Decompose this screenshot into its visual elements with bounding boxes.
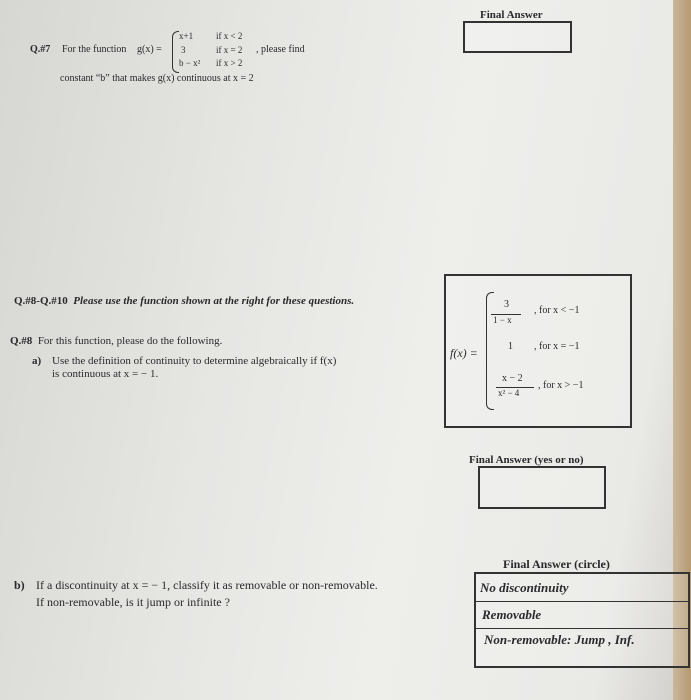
q8b-line1: If a discontinuity at x = − 1, classify it as removable or non-removable. [36,578,378,592]
q8a-label: a) [32,355,42,367]
q7-case2-cond: if x = 2 [216,45,243,55]
q8b-final-answer-label: Final Answer (circle) [503,557,610,571]
q7-func-name: g(x) = [137,44,162,55]
fx-piece1-den: 1 − x [493,315,512,325]
q7-brace [172,31,179,73]
q7-label: Q.#7 [30,44,51,55]
q7-tail: , please find [256,44,305,55]
q8b-line2: If non-removable, is it jump or infinite ? [36,595,230,609]
fx-piece2-expr: 1 [508,341,513,352]
q8a-line2: is continuous at x = − 1. [52,368,159,380]
q8b-choices-box [474,572,690,668]
q8a-line1: Use the definition of continuity to determine algebraically if f(x) [52,355,337,367]
fx-func-name: f(x) = [450,346,478,360]
q7-case2-expr: 3 [181,45,186,55]
q7-case3-cond: if x > 2 [216,58,243,68]
q7-case1-expr: x+1 [179,31,194,41]
q7-line2: constant “b” that makes g(x) continuous at x = 2 [60,73,254,84]
q7-case3-expr: b − x² [179,58,201,68]
choice-removable[interactable]: Removable [482,607,542,622]
fx-brace [486,292,494,410]
q7-intro: For the function [62,44,127,55]
choices-divider-1 [476,601,688,602]
function-definition-box [444,274,632,428]
choices-divider-2 [476,628,688,629]
fx-piece3-num: x − 2 [502,373,523,384]
choice-non-removable[interactable]: Non-removable: Jump , Inf. [484,632,635,647]
q8a-final-answer-label: Final Answer (yes or no) [469,454,584,466]
q8a-answer-box[interactable] [478,466,606,509]
choice-no-discontinuity[interactable]: No discontinuity [480,580,569,595]
fx-piece1-cond: , for x < −1 [534,305,580,316]
q7-case1-cond: if x < 2 [216,31,243,41]
fx-piece1-num: 3 [504,299,509,310]
fx-piece3-den: x² − 4 [498,388,520,398]
q8-10-header: Q.#8-Q.#10 Please use the function shown at the right for these questions. [14,295,355,307]
q8b-label: b) [14,578,25,592]
fx-piece2-cond: , for x = −1 [534,341,580,352]
q7-answer-box[interactable] [463,21,572,53]
q8-heading: Q.#8 For this function, please do the following. [10,335,223,347]
fx-piece3-cond: , for x > −1 [538,380,584,391]
q7-final-answer-label: Final Answer [480,9,543,21]
